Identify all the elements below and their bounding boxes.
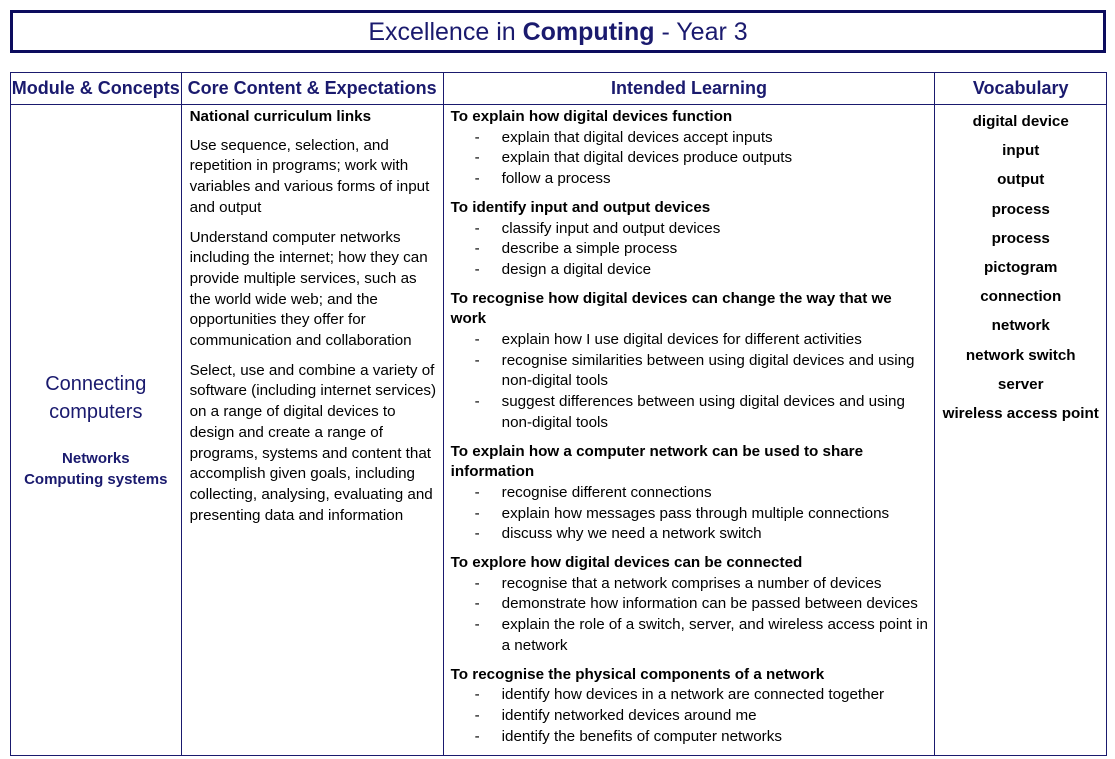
learning-item xyxy=(451,504,931,525)
core-paragraph: Understand computer networks including the internet; how they can provide multiple services, such as the world wide web; and the opportunities they offer for communication and collaboration xyxy=(189,228,428,350)
dash-bullet: - xyxy=(474,240,480,258)
vocabulary-term: network xyxy=(991,317,1050,335)
learning-item-text: describe a simple process xyxy=(501,240,678,258)
learning-item xyxy=(451,128,931,149)
concept: Computing systems xyxy=(24,471,168,489)
learning-heading: To explain how digital devices function xyxy=(450,108,733,125)
dash-bullet: - xyxy=(474,595,480,613)
module-cell xyxy=(11,105,182,756)
core-cell xyxy=(181,105,443,756)
title-prefix: Excellence in xyxy=(368,18,523,46)
module-concepts xyxy=(11,448,181,490)
vocabulary-term: process xyxy=(991,229,1050,247)
dash-bullet: - xyxy=(474,483,480,501)
table-row xyxy=(11,105,1107,756)
vocabulary-cell xyxy=(935,105,1107,756)
learning-heading: To identify input and output devices xyxy=(450,198,711,216)
learning-item xyxy=(451,239,931,260)
learning-item xyxy=(451,594,931,615)
learning-heading: To recognise how digital devices can change the way that we work xyxy=(450,289,892,328)
header-learning: Intended Learning xyxy=(443,73,935,105)
learning-heading: To explore how digital devices can be connected xyxy=(450,554,803,572)
learning-cell xyxy=(443,105,935,756)
vocabulary-term: network switch xyxy=(965,346,1076,364)
learning-group xyxy=(451,107,931,190)
vocabulary-term: connection xyxy=(980,288,1062,306)
learning-item xyxy=(451,685,931,706)
module-name-line: Connecting xyxy=(45,373,147,396)
core-paragraph: Use sequence, selection, and repetition in programs; work with variables and various forms of input and output xyxy=(189,136,430,216)
learning-item xyxy=(451,219,931,240)
dash-bullet: - xyxy=(474,574,480,592)
vocabulary-term: pictogram xyxy=(984,259,1058,277)
page-title xyxy=(10,10,1106,53)
learning-item xyxy=(451,483,931,504)
vocabulary-term: process xyxy=(991,200,1050,218)
dash-bullet: - xyxy=(474,170,480,188)
learning-item-text: recognise that a network comprises a number of devices xyxy=(501,574,882,592)
vocabulary-term: wireless access point xyxy=(942,405,1099,423)
header-row xyxy=(11,73,1107,105)
learning-heading: To explain how a computer network can be used to share information xyxy=(450,442,864,481)
learning-item-text: identify networked devices around me xyxy=(501,706,757,724)
module-name xyxy=(11,370,181,426)
learning-item-text: explain how I use digital devices for different activities xyxy=(501,331,862,349)
dash-bullet: - xyxy=(474,219,480,237)
core-paragraph: Select, use and combine a variety of software (including internet services) on a range of digital devices to design and create a range of programs, systems and content that accomplish given goals, including collecting, analysing, evaluating and presenting data and information xyxy=(189,361,437,524)
dash-bullet: - xyxy=(474,686,480,704)
dash-bullet: - xyxy=(474,504,480,522)
learning-group xyxy=(451,665,931,748)
learning-group xyxy=(451,198,931,281)
title-subject: Computing xyxy=(522,18,655,46)
dash-bullet: - xyxy=(474,727,480,745)
learning-item xyxy=(451,574,931,595)
dash-bullet: - xyxy=(474,706,480,724)
learning-item-text: design a digital device xyxy=(501,260,652,278)
learning-item xyxy=(451,148,931,169)
learning-group xyxy=(451,442,931,546)
learning-item-text: suggest differences between using digital devices and using non-digital tools xyxy=(501,393,905,431)
title-suffix: - Year 3 xyxy=(654,18,748,46)
header-vocabulary: Vocabulary xyxy=(935,73,1107,105)
concept: Networks xyxy=(62,450,130,468)
dash-bullet: - xyxy=(474,393,480,411)
vocabulary-term: server xyxy=(997,375,1044,393)
vocabulary-term: output xyxy=(997,171,1045,189)
learning-item-text: identify how devices in a network are connected together xyxy=(501,686,885,704)
learning-item-text: recognise different connections xyxy=(501,483,712,501)
learning-item-text: explain how messages pass through multiple connections xyxy=(501,504,890,522)
core-heading: National curriculum links xyxy=(189,108,372,125)
learning-item xyxy=(451,260,931,281)
dash-bullet: - xyxy=(474,525,480,543)
learning-item-text: explain that digital devices accept inputs xyxy=(501,128,773,146)
learning-item-text: discuss why we need a network switch xyxy=(501,525,762,543)
dash-bullet: - xyxy=(474,260,480,278)
curriculum-table xyxy=(10,72,1107,756)
learning-item xyxy=(451,727,931,748)
learning-item-text: recognise similarities between using digital devices and using non-digital tools xyxy=(501,351,915,390)
dash-bullet: - xyxy=(474,616,480,634)
header-module: Module & Concepts xyxy=(11,73,182,105)
dash-bullet: - xyxy=(474,351,480,369)
learning-item xyxy=(451,524,931,545)
dash-bullet: - xyxy=(474,149,480,167)
learning-item xyxy=(451,615,931,656)
learning-group xyxy=(451,553,931,657)
dash-bullet: - xyxy=(474,331,480,349)
learning-item-text: classify input and output devices xyxy=(501,219,721,237)
dash-bullet: - xyxy=(474,128,480,146)
vocabulary-term: input xyxy=(1002,142,1040,160)
learning-item xyxy=(451,706,931,727)
learning-item xyxy=(451,330,931,351)
vocabulary-term: digital device xyxy=(972,113,1069,130)
module-name-line: computers xyxy=(49,401,143,424)
learning-item-text: explain the role of a switch, server, and wireless access point in a network xyxy=(501,616,928,654)
learning-item xyxy=(451,351,931,392)
header-core: Core Content & Expectations xyxy=(181,73,443,105)
learning-item-text: follow a process xyxy=(501,170,611,188)
learning-group xyxy=(451,289,931,434)
learning-heading: To recognise the physical components of a network xyxy=(450,665,825,683)
learning-item-text: identify the benefits of computer networks xyxy=(501,727,782,745)
learning-item xyxy=(451,392,931,433)
learning-item xyxy=(451,169,931,190)
learning-item-text: explain that digital devices produce outputs xyxy=(501,149,793,167)
learning-item-text: demonstrate how information can be passed between devices xyxy=(501,595,918,613)
